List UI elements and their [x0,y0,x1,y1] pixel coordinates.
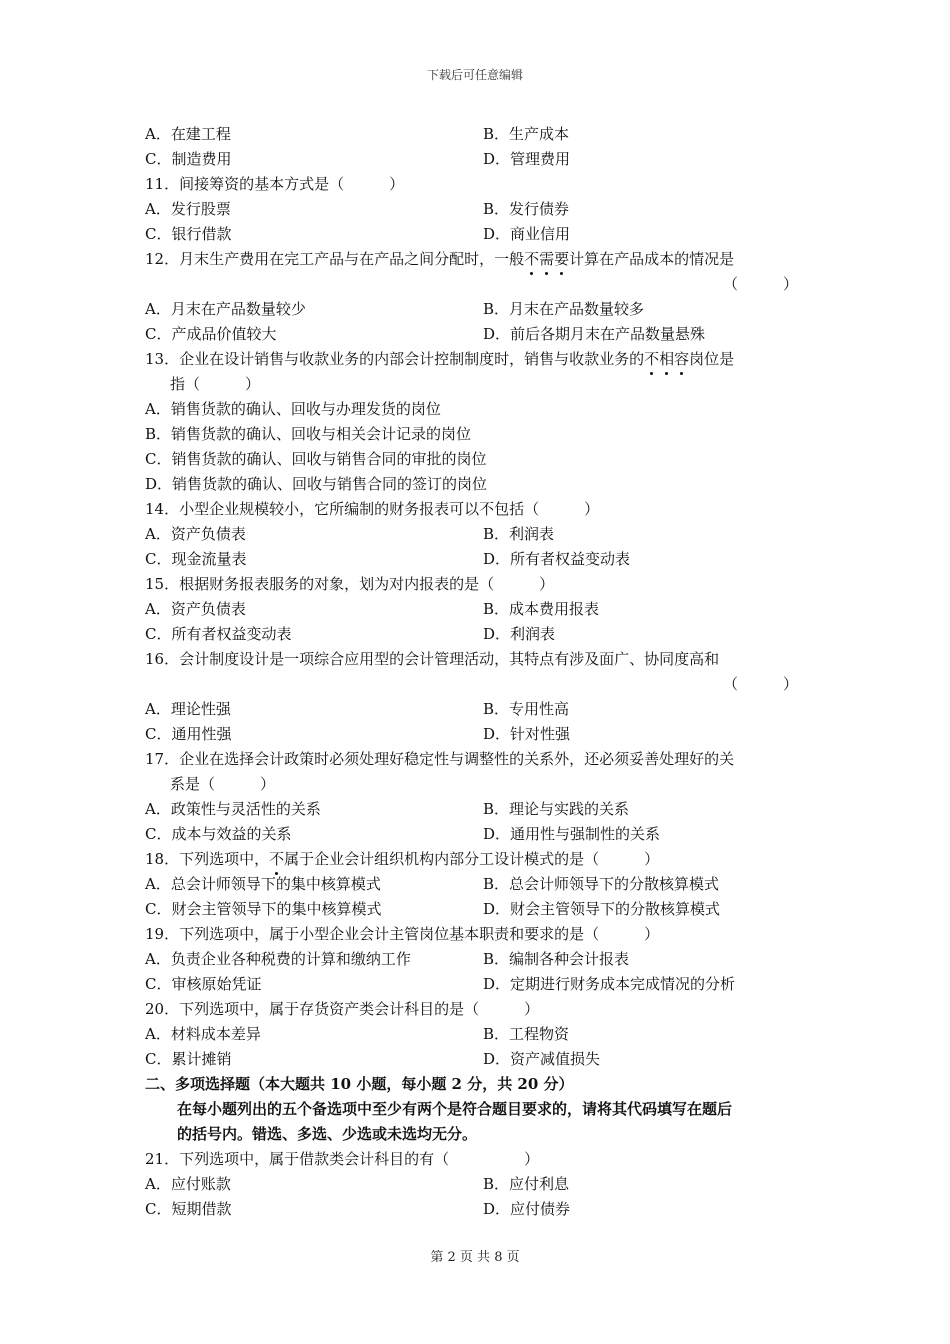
option-a: A．材料成本差异 [145,1025,261,1043]
emphasis-char: 不 [644,347,659,372]
option-row [145,197,810,222]
option-a: A．总会计师领导下的集中核算模式 [145,875,381,893]
option-d: D．利润表 [483,625,556,643]
option-c: C．财会主管领导下的集中核算模式 [145,900,382,918]
stem-text: 13．企业在设计销售与收款业务的内部会计控制制度时，销售与收款业务的 [145,350,645,368]
question-12-stem [145,247,810,272]
question-18-stem [145,847,810,872]
option-row [145,1197,810,1222]
emphasis-char: 不 [524,247,539,272]
option-c: C．通用性强 [145,725,232,743]
option-b: B．利润表 [483,525,555,543]
option-row [145,1022,810,1047]
emphasis-char: 容 [674,347,689,372]
question-17-stem: 17．企业在选择会计政策时必须处理好稳定性与调整性的关系外，还必须妥善处理好的关 [145,750,735,768]
option-d: D．销售货款的确认、回收与销售合同的签订的岗位 [145,475,488,493]
question-16-stem: 16．会计制度设计是一项综合应用型的会计管理活动，其特点有涉及面广、协同度高和 [145,650,720,668]
option-row [145,122,810,147]
option-c: C．累计摊销 [145,1050,232,1068]
option-c: C．产成品价值较大 [145,325,277,343]
option-row [145,972,810,997]
option-row [145,597,810,622]
option-row [145,797,810,822]
option-row [145,522,810,547]
option-a: A．应付账款 [145,1175,231,1193]
option-d: D．所有者权益变动表 [483,550,631,568]
emphasis-char: 相 [659,347,674,372]
question-11-stem: 11．间接筹资的基本方式是（ ） [145,175,405,193]
option-c: C．短期借款 [145,1200,232,1218]
option-d: D．针对性强 [483,725,571,743]
option-d: D．前后各期月末在产品数量悬殊 [483,325,706,343]
option-row [145,722,810,747]
option-a: A．在建工程 [145,125,231,143]
option-b: B．编制各种会计报表 [483,950,630,968]
option-d: D．管理费用 [483,150,571,168]
option-d: D．财会主管领导下的分散核算模式 [483,900,721,918]
option-b: B．发行债券 [483,200,570,218]
option-row [145,872,810,897]
emphasis-char: 要 [554,247,569,272]
question-15-stem: 15．根据财务报表服务的对象，划为对内报表的是（ ） [145,575,555,593]
answer-parenthesis: （ ） [722,275,798,293]
emphasis-text [269,850,284,868]
option-a: A．资产负债表 [145,600,246,618]
exam-content [145,122,810,1222]
option-a: A．理论性强 [145,700,231,718]
question-20-stem: 20．下列选项中，属于存货资产类会计科目的是（ ） [145,1000,540,1018]
emphasis-text [644,350,689,368]
option-a: A．政策性与灵活性的关系 [145,800,321,818]
question-13-stem-continued: 指（ ） [170,375,261,393]
section-instructions: 在每小题列出的五个备选项中至少有两个是符合题目要求的，请将其代码填写在题后 [177,1100,733,1118]
option-b: B．生产成本 [483,125,570,143]
section-instructions-continued: 的括号内。错选、多选、少选或未选均无分。 [177,1125,478,1143]
option-a: A．资产负债表 [145,525,246,543]
option-d: D．通用性与强制性的关系 [483,825,661,843]
option-b: B．应付利息 [483,1175,570,1193]
option-row [145,822,810,847]
stem-text: 岗位是 [689,350,735,368]
option-row [145,622,810,647]
question-21-stem: 21．下列选项中，属于借款类会计科目的有（ ） [145,1150,540,1168]
emphasis-char: 需 [539,247,554,272]
option-row [145,947,810,972]
option-row [145,1172,810,1197]
option-b: B．成本费用报表 [483,600,600,618]
option-d: D．商业信用 [483,225,571,243]
option-b: B．月末在产品数量较多 [483,300,645,318]
option-row [145,897,810,922]
option-c: C．销售货款的确认、回收与销售合同的审批的岗位 [145,450,487,468]
page-header: 下载后可任意编辑 [426,68,523,82]
option-d: D．资产减值损失 [483,1050,601,1068]
option-b: B．专用性高 [483,700,570,718]
answer-parenthesis: （ ） [722,675,798,693]
option-c: C．审核原始凭证 [145,975,262,993]
stem-text: 18．下列选项中， [145,850,270,868]
option-b: B．销售货款的确认、回收与相关会计记录的岗位 [145,425,472,443]
option-row [145,147,810,172]
question-14-stem: 14．小型企业规模较小，它所编制的财务报表可以不包括（ ） [145,500,600,518]
option-a: A．月末在产品数量较少 [145,300,306,318]
option-b: B．工程物资 [483,1025,570,1043]
option-b: B．理论与实践的关系 [483,800,630,818]
page-footer: 第 2 页 共 8 页 [430,1250,520,1265]
option-d: D．定期进行财务成本完成情况的分析 [483,975,736,993]
stem-text: 属于企业会计组织机构内部分工设计模式的是（ ） [284,850,660,868]
option-b: B．总会计师领导下的分散核算模式 [483,875,720,893]
option-a: A．销售货款的确认、回收与办理发货的岗位 [145,400,441,418]
question-19-stem: 19．下列选项中，属于小型企业会计主管岗位基本职责和要求的是（ ） [145,925,660,943]
option-c: C．所有者权益变动表 [145,625,292,643]
option-a: A．发行股票 [145,200,231,218]
stem-text: 12．月末生产费用在完工产品与在产品之间分配时，一般 [145,250,525,268]
question-13-stem [145,347,810,372]
emphasis-text [524,250,569,268]
option-c: C．现金流量表 [145,550,247,568]
option-row [145,697,810,722]
section-title: 二、多项选择题（本大题共 10 小题，每小题 2 分，共 20 分） [145,1075,574,1093]
option-d: D．应付债券 [483,1200,571,1218]
option-row [145,222,810,247]
option-row [145,297,810,322]
emphasis-char: 不 [269,847,284,872]
option-c: C．制造费用 [145,150,232,168]
stem-text: 计算在产品成本的情况是 [569,250,735,268]
option-c: C．银行借款 [145,225,232,243]
option-row [145,322,810,347]
option-a: A．负责企业各种税费的计算和缴纳工作 [145,950,411,968]
question-17-stem-continued: 系是（ ） [170,775,276,793]
option-row [145,1047,810,1072]
option-row [145,547,810,572]
option-c: C．成本与效益的关系 [145,825,292,843]
